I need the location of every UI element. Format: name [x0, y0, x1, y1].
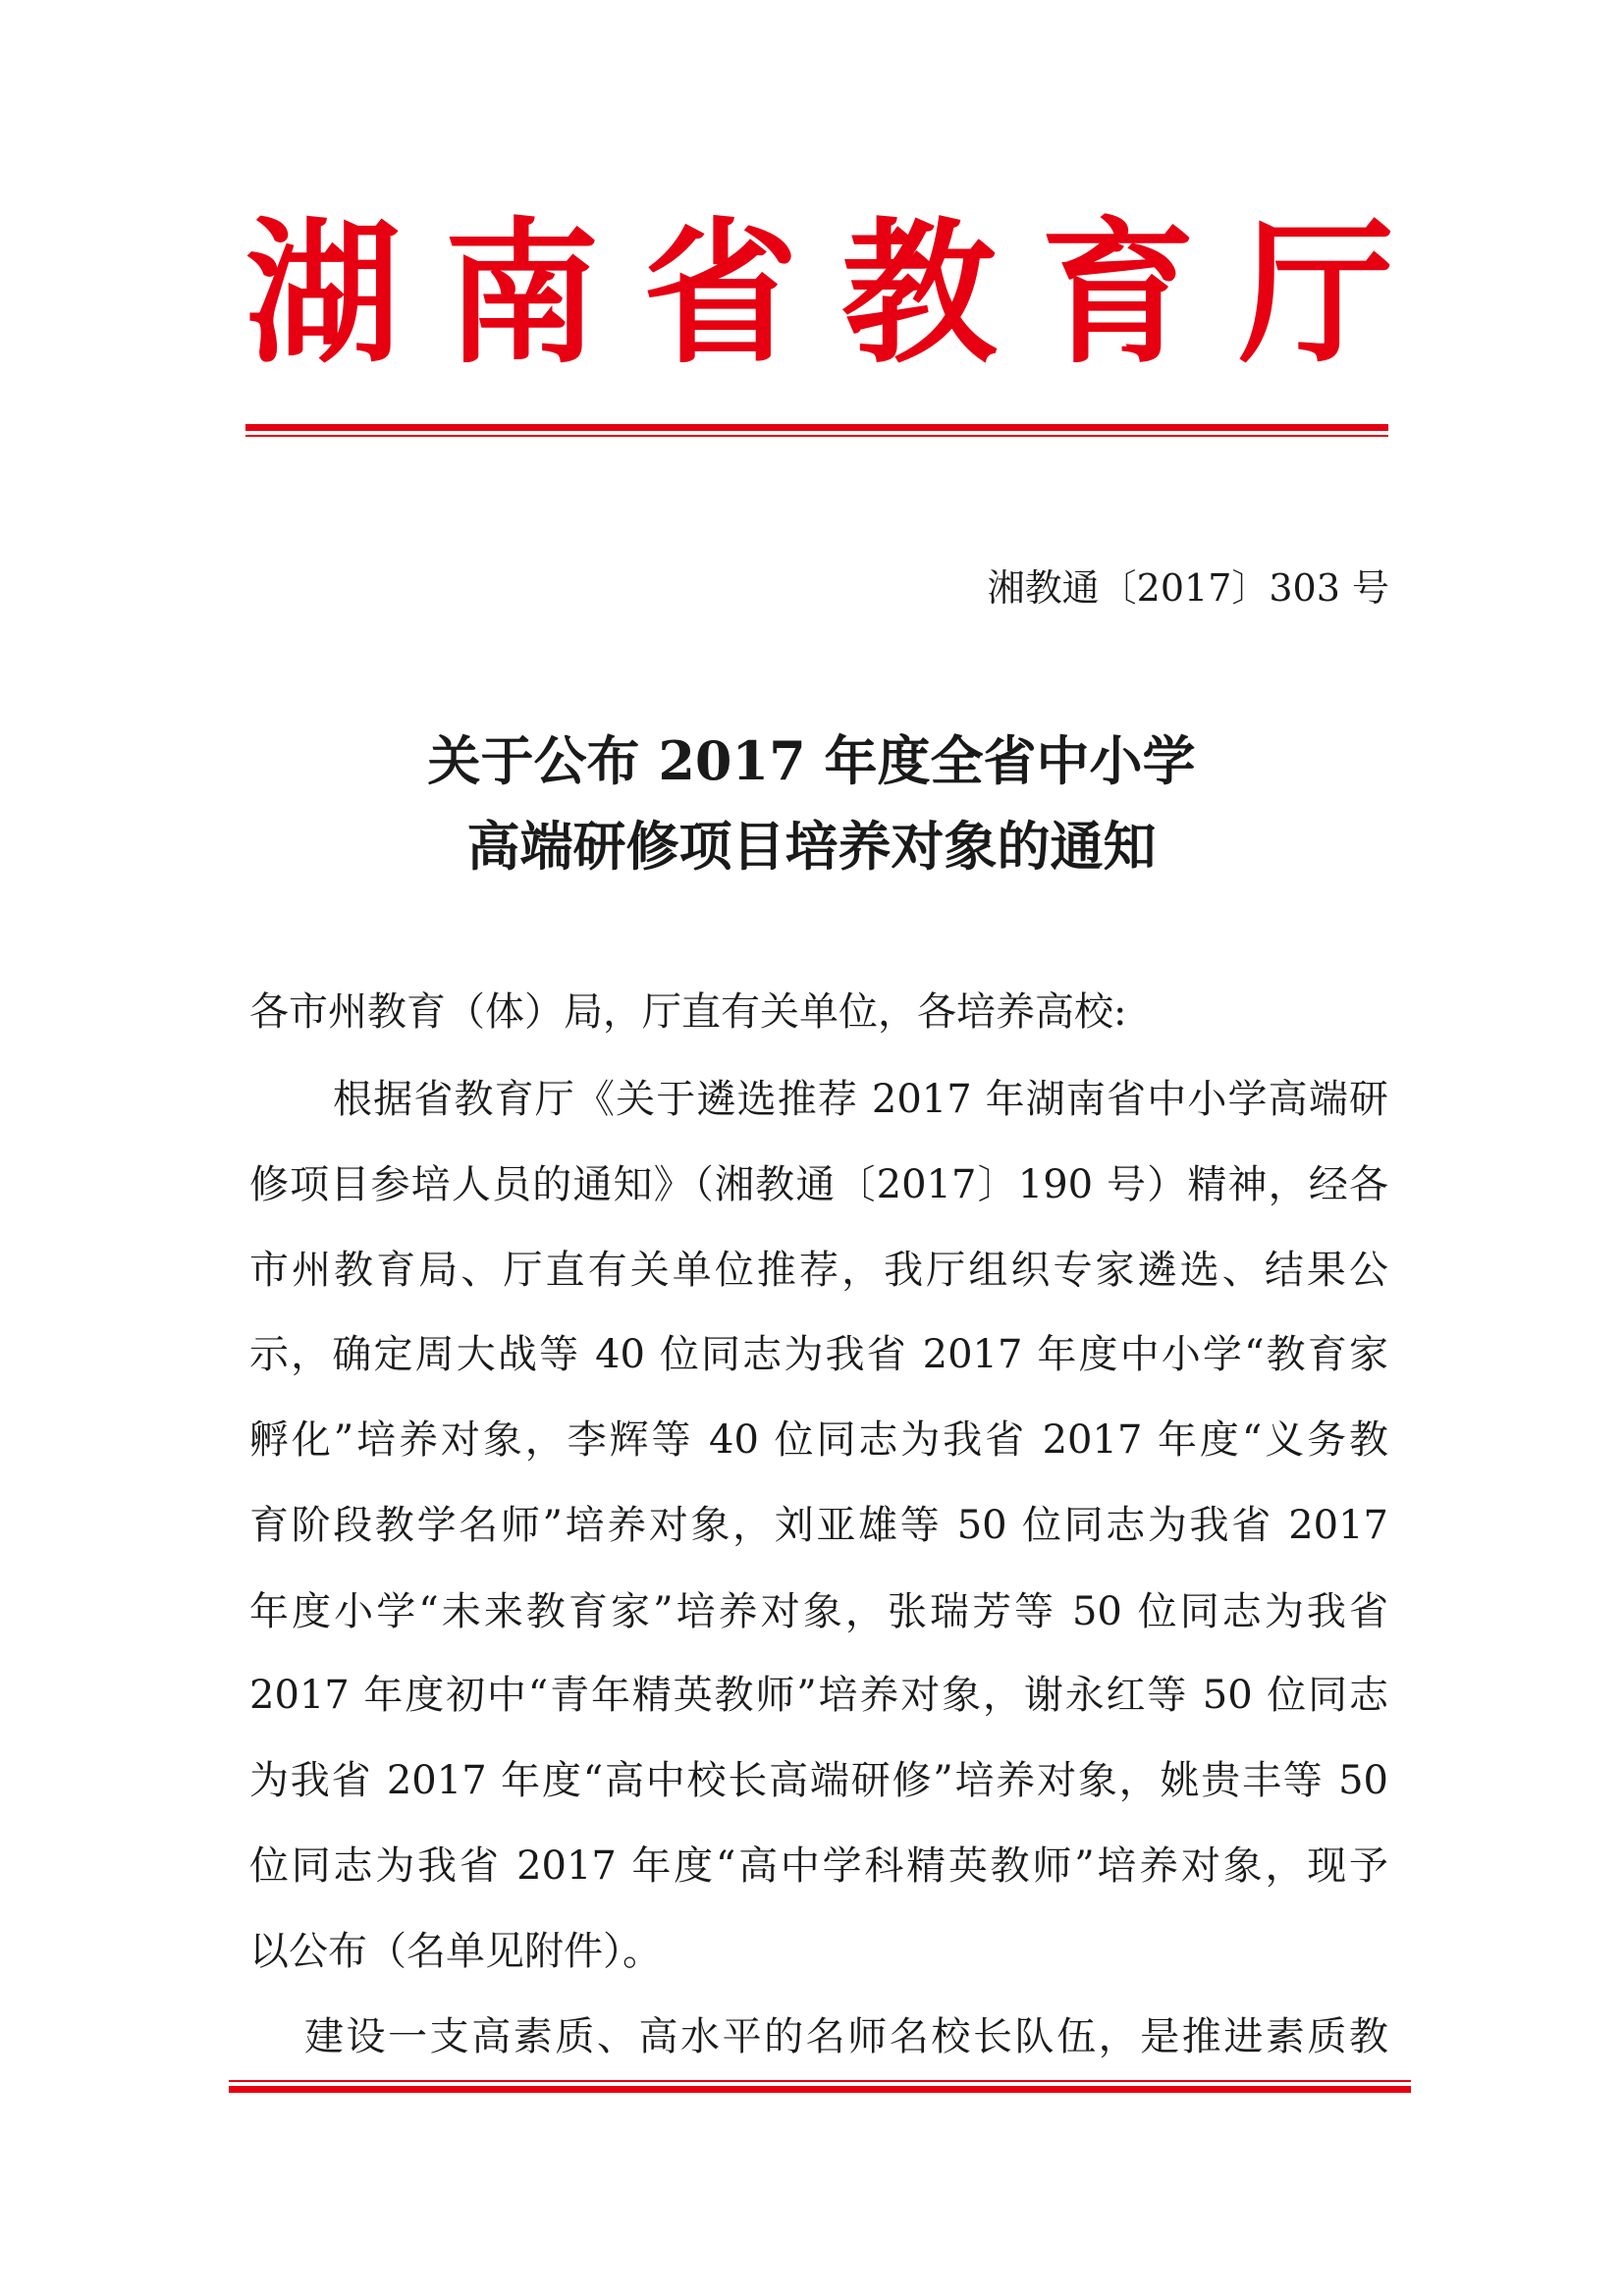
- paragraph-line: 根据省教育厅《关于遴选推荐 2017 年湖南省中小学高端研: [333, 1077, 1388, 1122]
- letterhead-char: 育: [1040, 203, 1196, 385]
- paragraph-line: 示，确定周大战等 40 位同志为我省 2017 年度中小学“教育家: [249, 1332, 1388, 1377]
- paragraph-line: 修项目参培人员的通知》（湘教通〔2017〕190 号）精神，经各: [249, 1162, 1388, 1207]
- footer-rule-thick: [229, 2086, 1411, 2093]
- document-number: 湘教通〔2017〕303 号: [987, 566, 1389, 610]
- paragraph-line: 孵化”培养对象，李辉等 40 位同志为我省 2017 年度“义务教: [249, 1417, 1388, 1463]
- document-title-line-1: 关于公布 2017 年度全省中小学: [427, 729, 1196, 792]
- letterhead-char: 省: [642, 203, 798, 385]
- paragraph-line: 2017 年度初中“青年精英教师”培养对象，谢永红等 50 位同志: [249, 1673, 1388, 1718]
- footer-rule-thin: [229, 2080, 1411, 2082]
- letterhead-char: 厅: [1238, 203, 1394, 385]
- document-title-line-2: 高端研修项目培养对象的通知: [466, 815, 1157, 878]
- letterhead-rule-thin: [245, 435, 1388, 437]
- paragraph-line: 年度小学“未来教育家”培养对象，张瑞芳等 50 位同志为我省: [249, 1589, 1388, 1634]
- paragraph-line: 为我省 2017 年度“高中校长高端研修”培养对象，姚贵丰等 50: [249, 1758, 1388, 1803]
- paragraph-line: 建设一支高素质、高水平的名师名校长队伍，是推进素质教: [304, 2014, 1388, 2059]
- paragraph-line: 育阶段教学名师”培养对象，刘亚雄等 50 位同志为我省 2017: [249, 1503, 1388, 1548]
- letterhead-org-name: [245, 201, 1394, 388]
- paragraph-line: 以公布（名单见附件）。: [249, 1929, 662, 1974]
- paragraph-line: 市州教育局、厅直有关单位推荐，我厅组织专家遴选、结果公: [249, 1248, 1388, 1293]
- letterhead-char: 南: [444, 203, 600, 385]
- letterhead-rule-thick: [245, 424, 1388, 431]
- salutation: 各市州教育（体）局，厅直有关单位，各培养高校:: [249, 989, 1127, 1035]
- letterhead-char: 教: [841, 203, 998, 385]
- paragraph-line: 位同志为我省 2017 年度“高中学科精英教师”培养对象，现予: [249, 1843, 1388, 1889]
- letterhead-char: 湖: [245, 203, 401, 385]
